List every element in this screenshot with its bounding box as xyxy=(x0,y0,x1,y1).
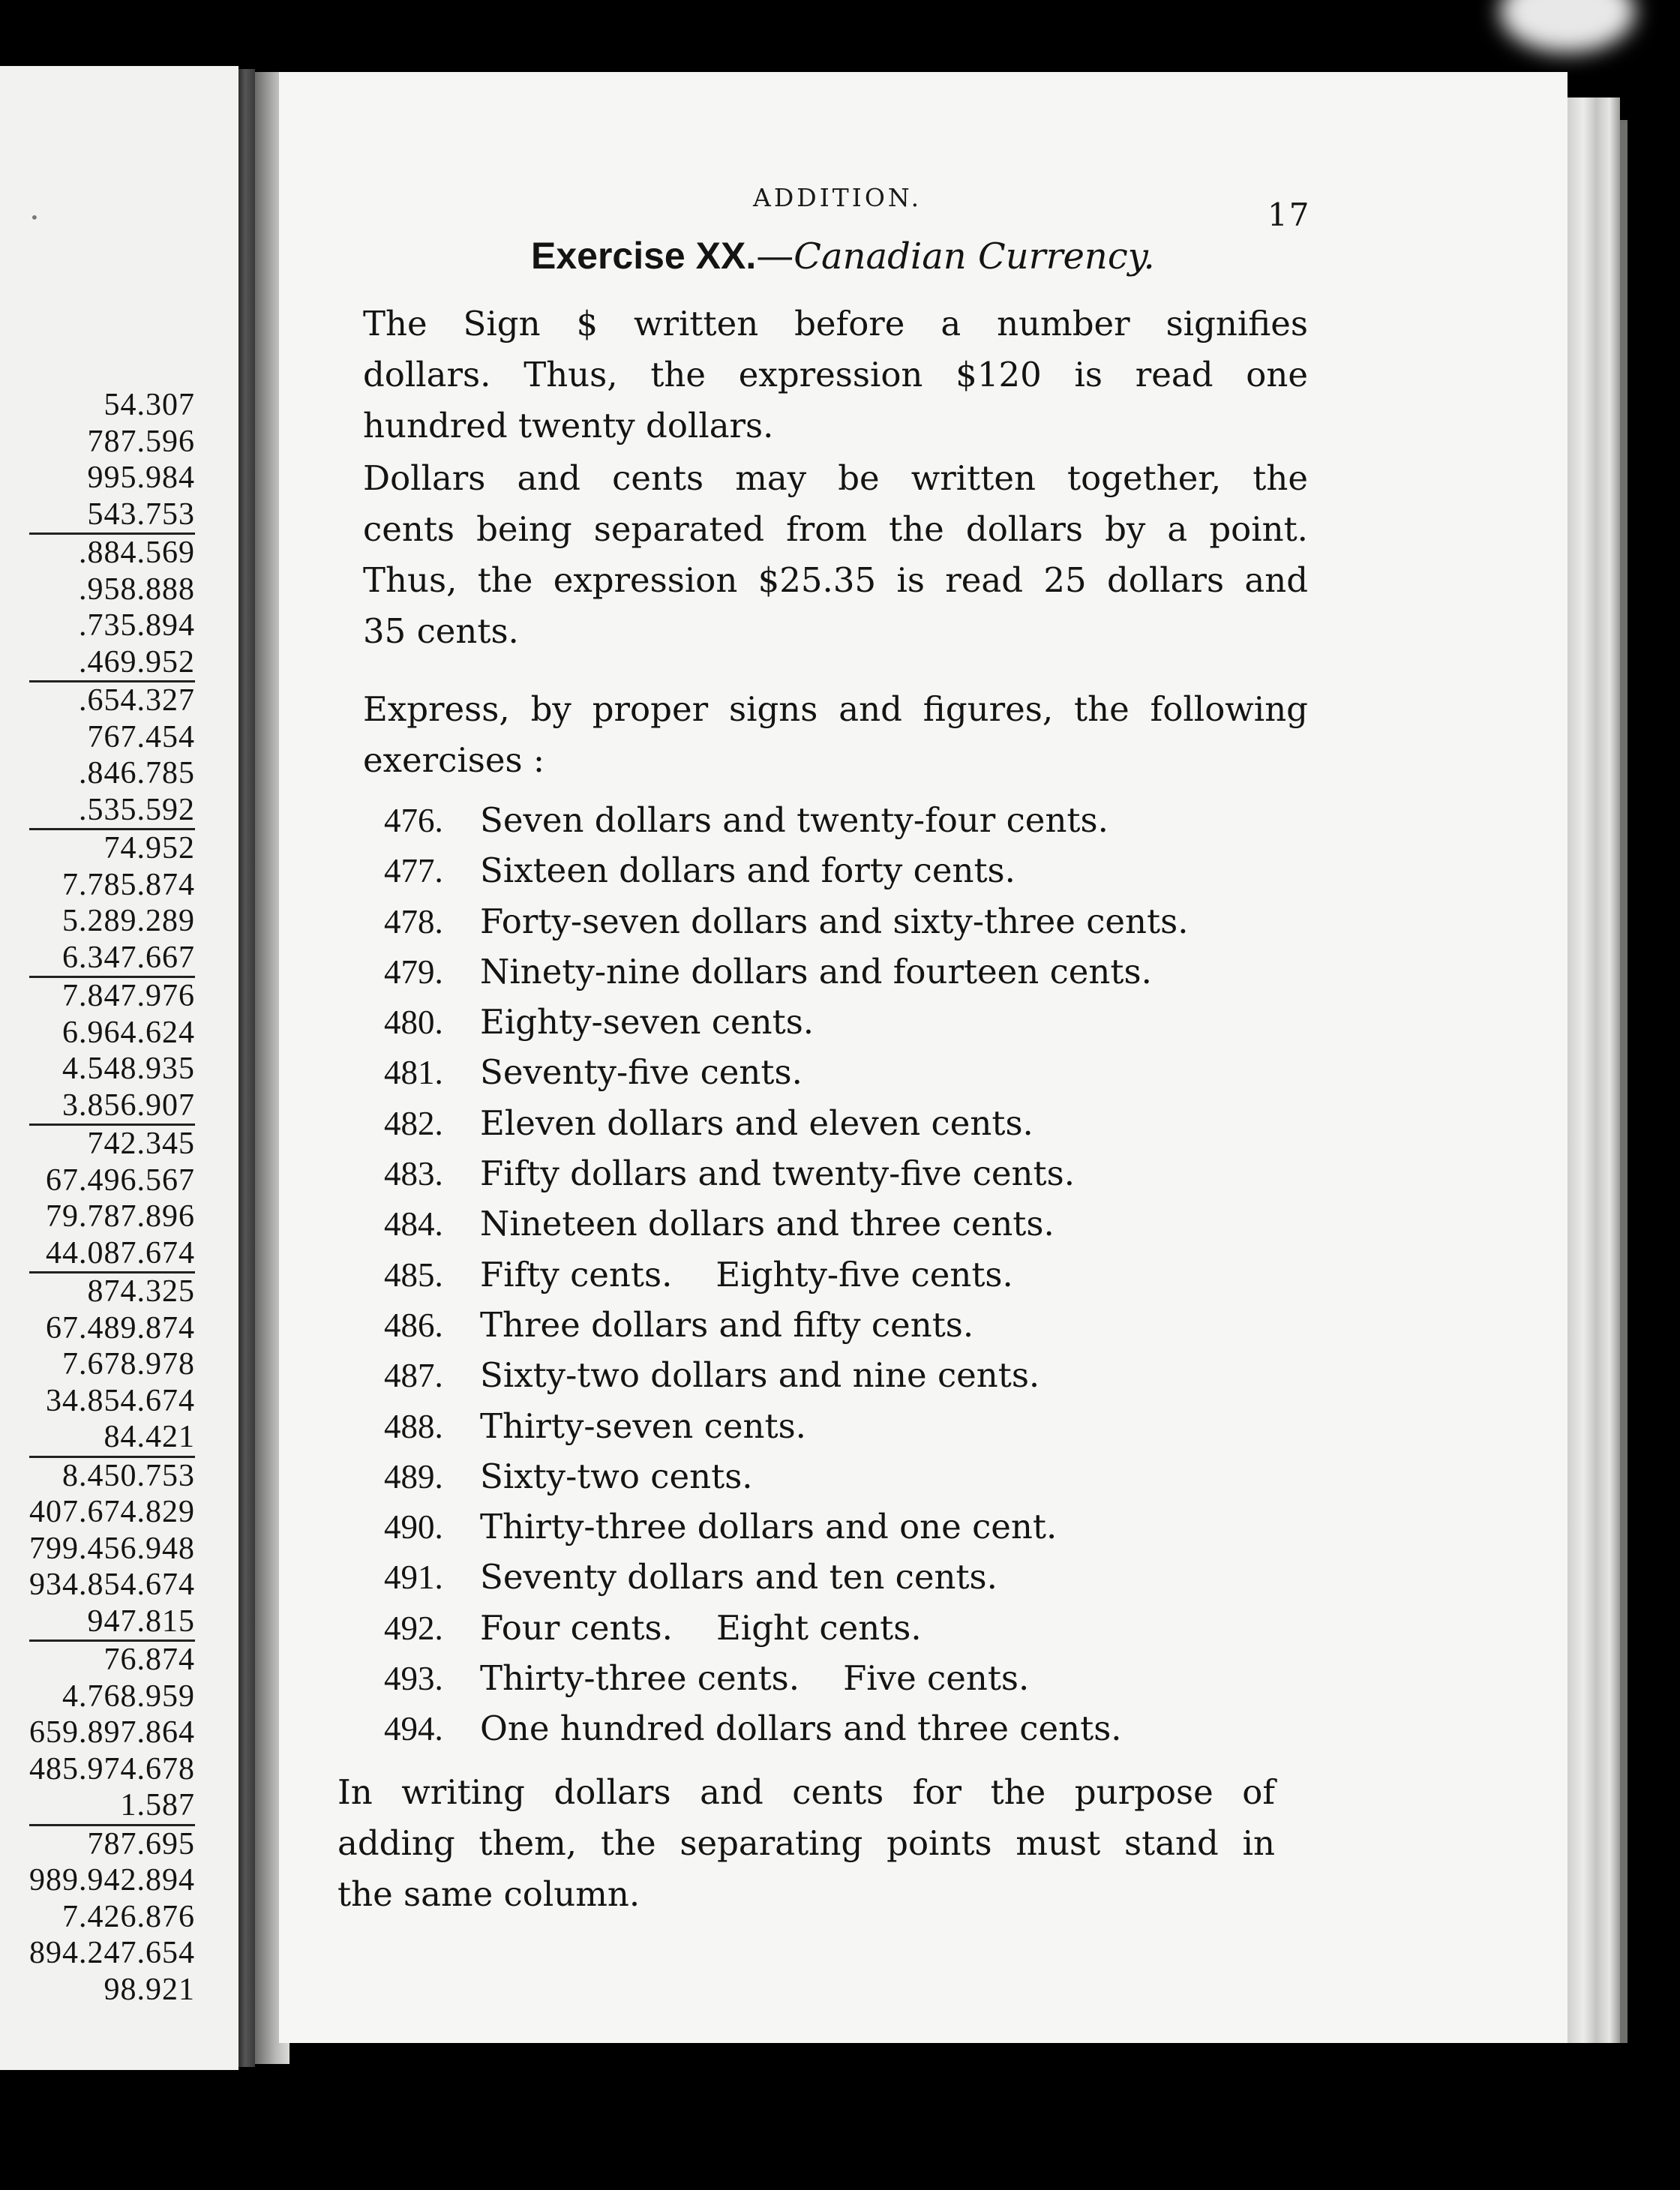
text-line: Express, by proper signs and figures, the following xyxy=(363,689,1308,729)
exercise-number: 484. xyxy=(384,1205,443,1244)
addend-number: 44.087.674 xyxy=(46,1235,195,1270)
text-line: exercises : xyxy=(363,740,545,780)
text-line: The Sign $ written before a number signifies xyxy=(363,304,1308,344)
addend-number: 5.289.289 xyxy=(62,904,195,938)
exercise-number: 486. xyxy=(384,1306,443,1344)
exercise-label: Exercise XX. xyxy=(531,235,757,277)
exercise-text: Four cents. xyxy=(480,1607,673,1648)
addend-number: .654.327 xyxy=(29,680,195,719)
exercise-text: Sixty-two dollars and nine cents. xyxy=(480,1355,1040,1396)
exercise-text: Nineteen dollars and three cents. xyxy=(480,1204,1054,1244)
text-line: 35 cents. xyxy=(363,611,519,651)
exercise-number: 479. xyxy=(384,952,443,991)
exercise-item xyxy=(384,997,1322,1047)
previous-page xyxy=(0,66,238,2070)
addend-number: .469.952 xyxy=(79,644,195,680)
text-line: Dollars and cents may be written together, the xyxy=(363,458,1308,498)
exercise-item xyxy=(384,1198,1322,1249)
exercise-number: 481. xyxy=(384,1054,443,1092)
addend-number: 995.984 xyxy=(87,460,195,495)
intro-paragraph-2 xyxy=(363,453,1308,657)
addend-number: 989.942.894 xyxy=(29,1863,195,1898)
exercise-item xyxy=(384,1148,1322,1198)
exercise-item xyxy=(384,1250,1322,1300)
text-line: Thus, the expression $25.35 is read 25 dollars and xyxy=(363,560,1308,600)
exercise-text: Seventy-five cents. xyxy=(480,1052,802,1093)
addend-number: 787.695 xyxy=(29,1824,195,1863)
addend-number: 76.874 xyxy=(29,1640,195,1678)
addend-number: 894.247.654 xyxy=(29,1936,195,1970)
addend-number: 67.489.874 xyxy=(46,1310,195,1346)
text-line: In writing dollars and cents for the purpose of xyxy=(338,1772,1275,1812)
addend-number: 767.454 xyxy=(87,719,195,754)
title-dash: — xyxy=(756,234,794,278)
closing-paragraph xyxy=(338,1767,1275,1920)
addend-number: 934.854.674 xyxy=(29,1568,195,1602)
book-gutter xyxy=(238,69,255,2067)
exercise-number: 487. xyxy=(384,1357,443,1395)
exercise-number: 493. xyxy=(384,1660,443,1698)
addend-number: 947.815 xyxy=(87,1604,195,1639)
addend-number: 67.496.567 xyxy=(46,1162,195,1198)
exercise-title xyxy=(531,234,1155,278)
exercise-number: 482. xyxy=(384,1104,443,1142)
addend-number: 659.897.864 xyxy=(29,1715,195,1750)
exercise-item xyxy=(384,1098,1322,1148)
exercise-number: 488. xyxy=(384,1407,443,1445)
addend-number: 7.785.874 xyxy=(62,867,195,902)
page-number: 17 xyxy=(1268,196,1311,233)
text-line: the same column. xyxy=(338,1874,640,1914)
text-line: dollars. Thus, the expression $120 is read one xyxy=(363,355,1308,394)
running-head: ADDITION. xyxy=(753,183,922,212)
exercise-text-second: Five cents. xyxy=(843,1658,1030,1699)
exercise-number: 494. xyxy=(384,1710,443,1748)
exercise-number: 480. xyxy=(384,1004,443,1042)
exercise-number: 491. xyxy=(384,1558,443,1597)
addend-number: 4.548.935 xyxy=(62,1052,195,1086)
exercise-item xyxy=(384,1451,1322,1502)
exercise-number: 476. xyxy=(384,802,443,839)
exercise-number: 490. xyxy=(384,1508,443,1546)
exercise-text-second: Eighty-five cents. xyxy=(716,1254,1013,1294)
exercise-text: Thirty-three dollars and one cent. xyxy=(480,1507,1058,1547)
exercise-text: Sixty-two cents. xyxy=(480,1456,753,1496)
exercise-text: Three dollars and fifty cents. xyxy=(480,1304,974,1345)
exercise-list xyxy=(384,795,1322,1754)
addend-number: 6.964.624 xyxy=(62,1015,195,1050)
addend-number: 485.974.678 xyxy=(29,1751,195,1786)
exercise-text: Fifty dollars and twenty-five cents. xyxy=(480,1154,1076,1194)
addend-number: 79.787.896 xyxy=(46,1199,195,1234)
exercise-text: Thirty-seven cents. xyxy=(480,1406,806,1446)
addend-number: 98.921 xyxy=(104,1972,195,2007)
page-edges xyxy=(1568,98,1620,2043)
addend-number: 7.426.876 xyxy=(62,1899,195,1934)
exercise-text: One hundred dollars and three cents. xyxy=(480,1708,1122,1749)
addend-number: 74.952 xyxy=(29,828,195,867)
text-line: hundred twenty dollars. xyxy=(363,406,774,446)
addend-number: 54.307 xyxy=(104,388,195,422)
page-mark: • xyxy=(30,208,39,226)
exercise-item xyxy=(384,1653,1322,1703)
addend-number: 543.753 xyxy=(87,496,195,532)
addend-number: .958.888 xyxy=(79,572,195,607)
exercise-item xyxy=(384,896,1322,946)
exercise-text: Thirty-three cents. xyxy=(480,1658,800,1699)
instructions-paragraph xyxy=(363,684,1308,786)
exercise-number: 477. xyxy=(384,852,443,890)
exercise-number: 485. xyxy=(384,1256,443,1294)
exercise-text: Eleven dollars and eleven cents. xyxy=(480,1102,1034,1143)
addend-number: .535.592 xyxy=(79,792,195,827)
exercise-item xyxy=(384,946,1322,997)
addend-number: 3.856.907 xyxy=(62,1088,195,1123)
exercise-item xyxy=(384,1047,1322,1097)
addend-number: .735.894 xyxy=(79,608,195,643)
addend-number: .884.569 xyxy=(29,532,195,572)
addend-number: 4.768.959 xyxy=(62,1678,195,1714)
addend-number: 742.345 xyxy=(29,1124,195,1162)
exercise-number: 483. xyxy=(384,1155,443,1193)
addend-number: 874.325 xyxy=(29,1271,195,1310)
addend-number: 84.421 xyxy=(104,1420,195,1454)
addend-number: 6.347.667 xyxy=(62,940,195,975)
exercise-item xyxy=(384,795,1322,845)
exercise-subtitle: Canadian Currency. xyxy=(794,236,1155,278)
exercise-text: Seventy dollars and ten cents. xyxy=(480,1557,998,1598)
addend-number: 7.847.976 xyxy=(29,976,195,1015)
exercise-item xyxy=(384,1350,1322,1400)
exercise-item xyxy=(384,1300,1322,1350)
text-line: cents being separated from the dollars by a point. xyxy=(363,509,1308,549)
exercise-text: Seven dollars and twenty-four cents. xyxy=(480,800,1108,840)
exercise-text-second: Eight cents. xyxy=(716,1607,922,1648)
addend-number: 7.678.978 xyxy=(62,1347,195,1382)
exercise-text: Sixteen dollars and forty cents. xyxy=(480,850,1016,891)
exercise-item xyxy=(384,1603,1322,1653)
exercise-number: 489. xyxy=(384,1457,443,1496)
exercise-text: Ninety-nine dollars and fourteen cents. xyxy=(480,951,1152,992)
exercise-text: Fifty cents. xyxy=(480,1254,673,1294)
exercise-item xyxy=(384,845,1322,896)
exercise-number: 492. xyxy=(384,1609,443,1647)
exercise-text: Forty-seven dollars and sixty-three cents. xyxy=(480,901,1189,941)
text-line: adding them, the separating points must stand in xyxy=(338,1823,1275,1863)
addition-columns xyxy=(29,387,195,2008)
addend-number: 787.596 xyxy=(87,424,195,459)
addend-number: 34.854.674 xyxy=(46,1383,195,1418)
exercise-number: 478. xyxy=(384,902,443,940)
exercise-item xyxy=(384,1552,1322,1602)
addend-number: 799.456.948 xyxy=(29,1531,195,1566)
corner-glare xyxy=(1500,0,1635,52)
exercise-item xyxy=(384,1703,1322,1754)
intro-paragraph-1 xyxy=(363,298,1308,452)
addend-number: 1.587 xyxy=(120,1788,195,1822)
addend-number: 8.450.753 xyxy=(29,1456,195,1495)
page-edge-shadow xyxy=(1620,120,1628,2043)
exercise-item xyxy=(384,1502,1322,1552)
exercise-text: Eighty-seven cents. xyxy=(480,1002,814,1042)
exercise-item xyxy=(384,1401,1322,1451)
addend-number: 407.674.829 xyxy=(29,1495,195,1529)
addend-number: .846.785 xyxy=(79,756,195,790)
